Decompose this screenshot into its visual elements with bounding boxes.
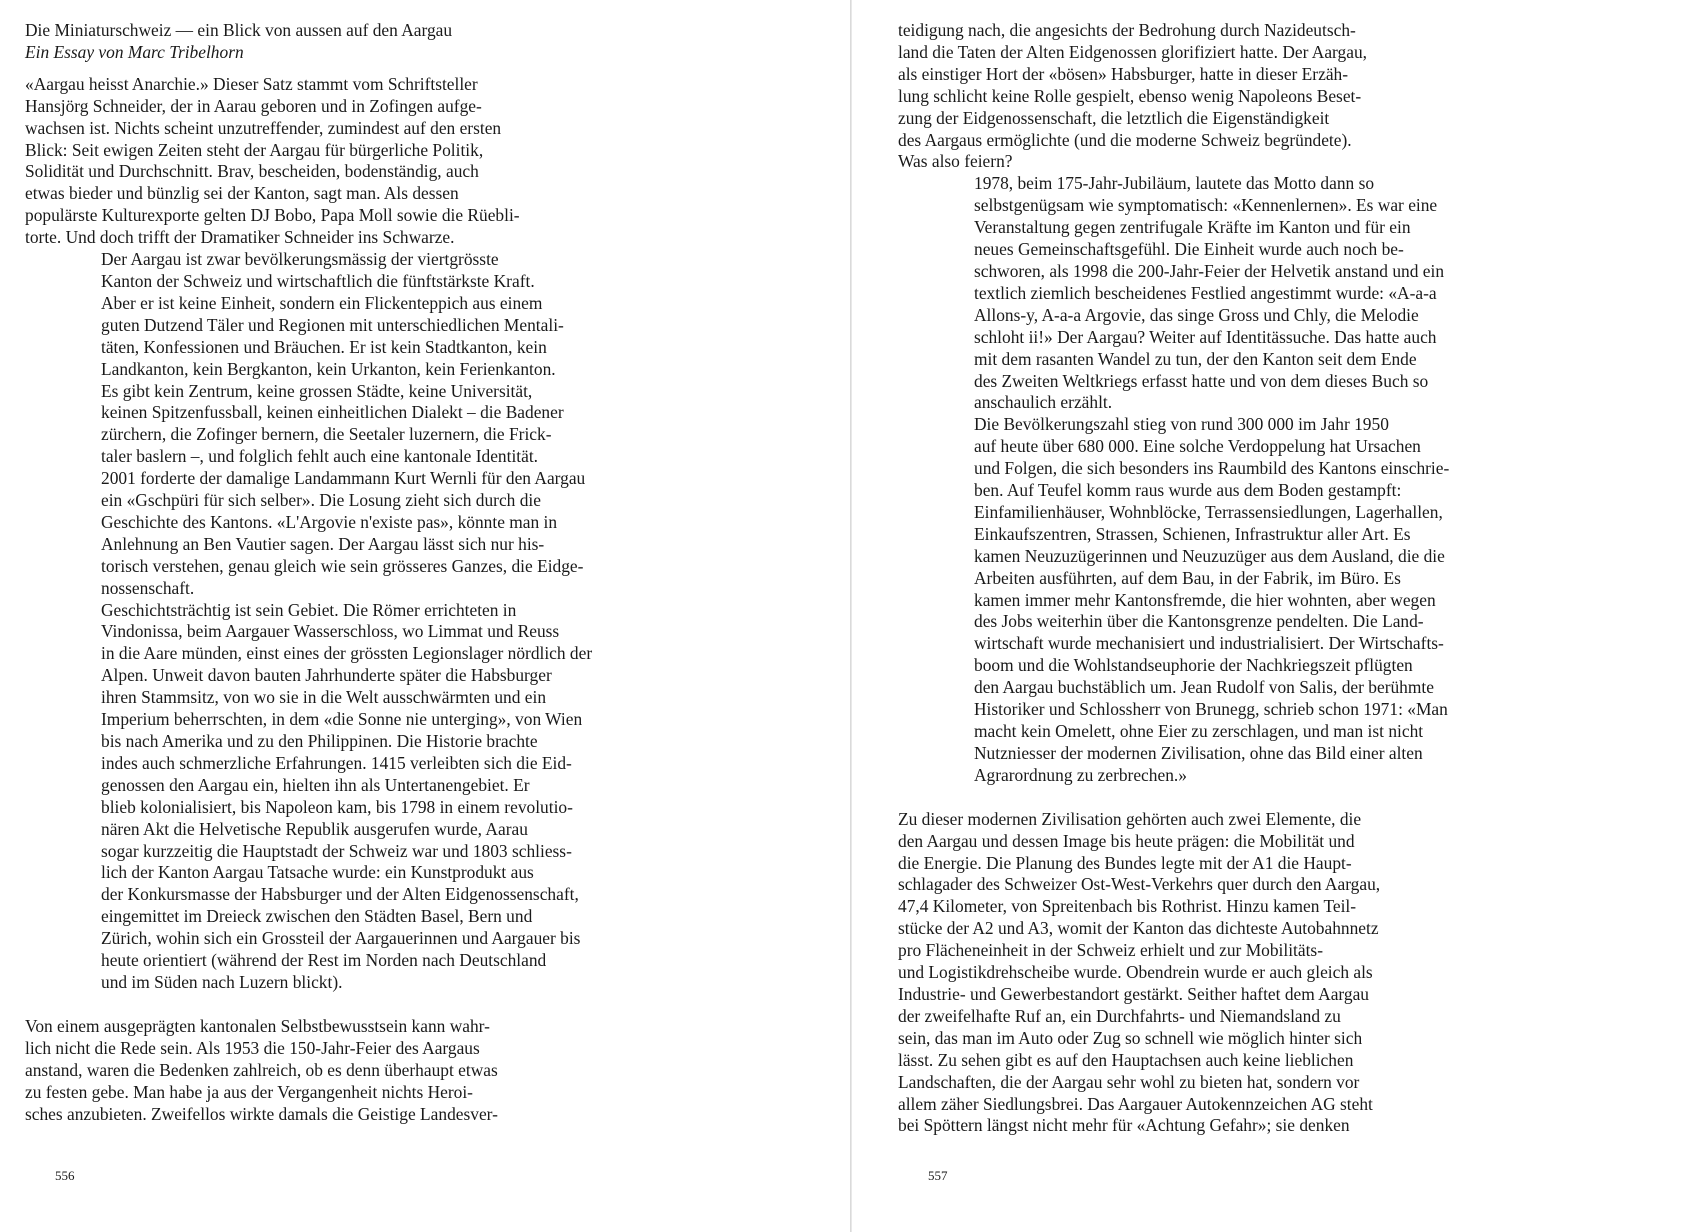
text-line: des Zweiten Weltkriegs erfasst hatte und von dem dieses Buch so [974,370,1429,391]
text-line: Blick: Seit ewigen Zeiten steht der Aargau für bürgerliche Politik, [25,139,484,160]
text-line: Landschaften, die der Aargau sehr wohl zu bieten hat, sondern vor [898,1071,1360,1092]
text-line: sches anzubieten. Zweifellos wirkte damals die Geistige Landesver- [25,1103,498,1124]
text-line: anschaulich erzählt. [974,392,1113,413]
paragraph [25,74,553,249]
text-line: Hansjörg Schneider, der in Aarau geboren und in Zofingen aufge- [25,95,482,116]
text-line: Vindonissa, beim Aargauer Wasserschloss, wo Limmat und Reuss [101,621,560,642]
text-line: textlich ziemlich bescheidenes Festlied angestimmt wurde: «A-a-a [974,282,1437,303]
text-line: Zürich, wohin sich ein Grossteil der Aargauerinnen und Aargauer bis [101,928,581,949]
text-line: schloht ii!» Der Aargau? Weiter auf Identitässuche. Das hatte auch [974,326,1437,347]
text-line: Agrarordnung zu zerbrechen.» [974,764,1187,785]
left-body-text [25,73,593,1126]
text-line: nären Akt die Helvetische Republik ausgerufen wurde, Aarau [101,818,528,839]
text-line: den Aargau buchstäblich um. Jean Rudolf von Salis, der berühmte [974,677,1434,698]
text-line: eingemittet im Dreieck zwischen den Städten Basel, Bern und [101,906,533,927]
text-line: teidigung nach, die angesichts der Bedrohung durch Nazideutsch- [898,20,1356,40]
text-line: Industrie- und Gewerbestandort gestärkt. Seither haftet dem Aargau [898,983,1370,1004]
text-line: zu festen gebe. Man habe ja aus der Vergangenheit nichts Heroi- [25,1081,473,1102]
text-line: die Energie. Die Planung des Bundes legte mit der A1 die Haupt- [898,852,1352,873]
text-line: 1978, beim 175-Jahr-Jubiläum, lautete das Motto dann so [974,173,1375,194]
text-line: indes auch schmerzliche Erfahrungen. 1415 verleibten sich die Eid- [101,752,572,773]
paragraph [25,249,586,600]
text-line: pro Flächeneinheit in der Schweiz erhielt und zur Mobilitäts- [898,940,1323,961]
text-line: etwas bieder und bünzlig sei der Kanton, sagt man. Als dessen [25,183,459,204]
text-line: guten Dutzend Täler und Regionen mit unterschiedlichen Mentali- [101,314,564,335]
essay-subtitle: Ein Essay von Marc Tribelhorn [25,41,244,62]
text-line: und im Süden nach Luzern blickt). [101,971,343,992]
text-line: lich der Kanton Aargau Tatsache wurde: ein Kunstprodukt aus [101,862,534,883]
text-line: Von einem ausgeprägten kantonalen Selbstbewusstsein kann wahr- [25,1015,490,1036]
text-line: selbstgenügsam wie symptomatisch: «Kennenlernen». Es war eine [974,195,1438,216]
text-line: Die Bevölkerungszahl stieg von rund 300 000 im Jahr 1950 [974,414,1389,435]
paragraph [898,809,1426,1138]
text-line: ihren Stammsitz, von wo sie in die Welt ausschwärmten und ein [101,687,547,708]
text-line: des Jobs weiterhin über die Kantonsgrenze pendelten. Die Land- [974,611,1424,632]
paragraph [898,414,1450,786]
text-line: ben. Auf Teufel komm raus wurde aus dem Boden gestampft: [974,480,1402,501]
text-line: macht kein Omelett, ohne Eier zu zerschlagen, und man ist nicht [974,721,1424,741]
text-line: und Logistikdrehscheibe wurde. Obendrein wurde er auch gleich als [898,962,1373,983]
text-line: Alpen. Unweit davon bauten Jahrhunderte später die Habsburger [101,665,552,686]
text-line: Kanton der Schweiz und wirtschaftlich die fünftstärkste Kraft. [101,270,535,291]
page-number-left: 556 [55,1168,75,1183]
text-line: Der Aargau ist zwar bevölkerungsmässig der viertgrösste [101,249,499,270]
text-line: sein, das man im Auto oder Zug so schnell wie möglich hinter sich [898,1027,1363,1048]
text-line: Einfamilienhäuser, Wohnblöcke, Terrassensiedlungen, Lagerhallen, [974,501,1443,522]
text-line: lung schlicht keine Rolle gespielt, ebenso wenig Napoleons Beset- [898,85,1362,106]
text-line: kamen immer mehr Kantonsfremde, die hier wohnten, aber wegen [974,589,1436,610]
text-line: neues Gemeinschaftsgefühl. Die Einheit wurde auch noch be- [974,239,1404,260]
text-line: bis nach Amerika und zu den Philippinen. Die Historie brachte [101,731,538,751]
essay-title: Die Miniaturschweiz — ein Blick von aussen auf den Aargau [25,20,453,40]
text-line: und Folgen, die sich besonders ins Raumbild des Kantons einschrie- [974,458,1450,479]
right-text-column [898,20,1450,1137]
text-line: populärste Kulturexporte gelten DJ Bobo, Papa Moll sowie die Rüebli- [25,205,520,226]
text-line: Veranstaltung gegen zentrifugale Kräfte im Kanton und für ein [974,217,1411,238]
text-line: torisch verstehen, genau gleich wie sein grösseres Ganzes, die Eidge- [101,555,584,576]
text-line: mit dem rasanten Wandel zu tun, der den Kanton seit dem Ende [974,348,1417,369]
text-line: torte. Und doch trifft der Dramatiker Schneider ins Schwarze. [25,227,455,248]
text-line: lich nicht die Rede sein. Als 1953 die 150-Jahr-Feier des Aargaus [25,1037,480,1058]
text-line: anstand, waren die Bedenken zahlreich, ob es denn überhaupt etwas [25,1059,498,1080]
text-line: als einstiger Hort der «bösen» Habsburger, hatte in dieser Erzäh- [898,63,1349,84]
text-line: bei Spöttern längst nicht mehr für «Achtung Gefahr»; sie denken [898,1115,1350,1136]
text-line: in die Aare münden, einst eines der grössten Legionslager nördlich der [101,643,593,664]
paragraph [25,599,593,994]
text-line: wachsen ist. Nichts scheint unzutreffender, zumindest auf den ersten [25,117,502,138]
text-line: kamen Neuzuzügerinnen und Neuzuzüger aus dem Ausland, die die [974,545,1445,566]
text-line: Was also feiern? [898,151,1013,172]
text-line: Imperium beherrschten, in dem «die Sonne nie unterging», von Wien [101,709,583,730]
text-line: taler baslern –, und folglich fehlt auch eine kantonale Identität. [101,446,539,467]
text-line: Geschichte des Kantons. «L'Argovie n'existe pas», könnte man in [101,511,558,532]
text-line: des Aargaus ermöglichte (und die moderne Schweiz begründete). [898,129,1352,150]
paragraph [898,20,1426,173]
text-line: Allons-y, A-a-a Argovie, das singe Gross und Chly, die Melodie [974,304,1419,325]
text-line: Landkanton, kein Bergkanton, kein Urkanton, kein Ferienkanton. [101,358,556,379]
text-line: Geschichtsträchtig ist sein Gebiet. Die Römer errichteten in [101,599,517,620]
right-body-text [898,20,1450,1137]
text-line: lässt. Zu sehen gibt es auf den Hauptachsen auch keine lieblichen [898,1049,1354,1070]
text-line: der zweifelhafte Ruf an, ein Durchfahrts- und Niemandsland zu [898,1005,1341,1026]
text-line: Aber er ist keine Einheit, sondern ein Flickenteppich aus einem [101,292,543,313]
text-line: Es gibt kein Zentrum, keine grossen Städte, keine Universität, [101,380,533,401]
text-line: Einkaufszentren, Strassen, Schienen, Infrastruktur aller Art. Es [974,523,1411,544]
text-line: schworen, als 1998 die 200-Jahr-Feier der Helvetik anstand und ein [974,260,1445,281]
text-line: allem zäher Siedlungsbrei. Das Aargauer Autokennzeichen AG steht [898,1093,1373,1114]
left-text-column [25,20,593,1125]
text-line: land die Taten der Alten Eidgenossen glorifiziert hatte. Der Aargau, [898,41,1367,62]
text-line: zürchern, die Zofinger bernern, die Seetaler luzernern, die Frick- [101,424,552,445]
paragraph [898,173,1445,414]
text-line: auf heute über 680 000. Eine solche Verdoppelung hat Ursachen [974,436,1421,457]
text-line: keinen Spitzenfussball, keinen einheitlichen Dialekt – die Badener [101,402,564,423]
text-line: täten, Konfessionen und Bräuchen. Er ist kein Stadtkanton, kein [101,336,547,357]
text-line: sogar kurzzeitig die Hauptstadt der Schweiz war und 1803 schliess- [101,840,572,861]
text-line: genossen den Aargau ein, hielten ihn als Untertanengebiet. Er [101,774,530,795]
page-number-right: 557 [928,1168,948,1183]
text-line: schlagader des Schweizer Ost-West-Verkehrs quer durch den Aargau, [898,874,1381,895]
text-line: Arbeiten ausführten, auf dem Bau, in der Fabrik, im Büro. Es [974,567,1401,588]
text-line: 47,4 Kilometer, von Spreitenbach bis Rothrist. Hinzu kamen Teil- [898,896,1357,917]
paragraph [25,1016,553,1126]
text-line: stücke der A2 und A3, womit der Kanton das dichteste Autobahnnetz [898,918,1379,939]
text-line: Nutzniesser der modernen Zivilisation, ohne das Bild einer alten [974,742,1423,763]
text-line: den Aargau und dessen Image bis heute prägen: die Mobilität und [898,830,1355,851]
right-page [852,0,1691,1232]
text-line: nossenschaft. [101,577,195,598]
text-line: wirtschaft wurde mechanisiert und industrialisiert. Der Wirtschafts- [974,633,1444,654]
text-line: blieb kolonialisiert, bis Napoleon kam, bis 1798 in einem revolutio- [101,796,573,817]
text-line: ein «Gschpüri für sich selber». Die Losung zieht sich durch die [101,490,541,511]
text-line: boom und die Wohlstandseuphorie der Nachkriegszeit pflügten [974,655,1413,676]
text-line: Zu dieser modernen Zivilisation gehörten auch zwei Elemente, die [898,808,1362,829]
text-line: 2001 forderte der damalige Landammann Kurt Wernli für den Aargau [101,468,586,489]
text-line: der Konkursmasse der Habsburger und der Alten Eidgenossenschaft, [101,884,579,905]
text-line: Historiker und Schlossherr von Brunegg, schrieb schon 1971: «Man [974,699,1448,720]
text-line: heute orientiert (während der Rest im Norden nach Deutschland [101,950,547,971]
text-line: Anlehnung an Ben Vautier sagen. Der Aargau lässt sich nur his- [101,533,545,554]
text-line: «Aargau heisst Anarchie.» Dieser Satz stammt vom Schriftsteller [25,73,478,94]
text-line: zung der Eidgenossenschaft, die letztlich die Eigenständigkeit [898,107,1330,128]
text-line: Solidität und Durchschnitt. Brav, bescheiden, bodenständig, auch [25,161,479,182]
